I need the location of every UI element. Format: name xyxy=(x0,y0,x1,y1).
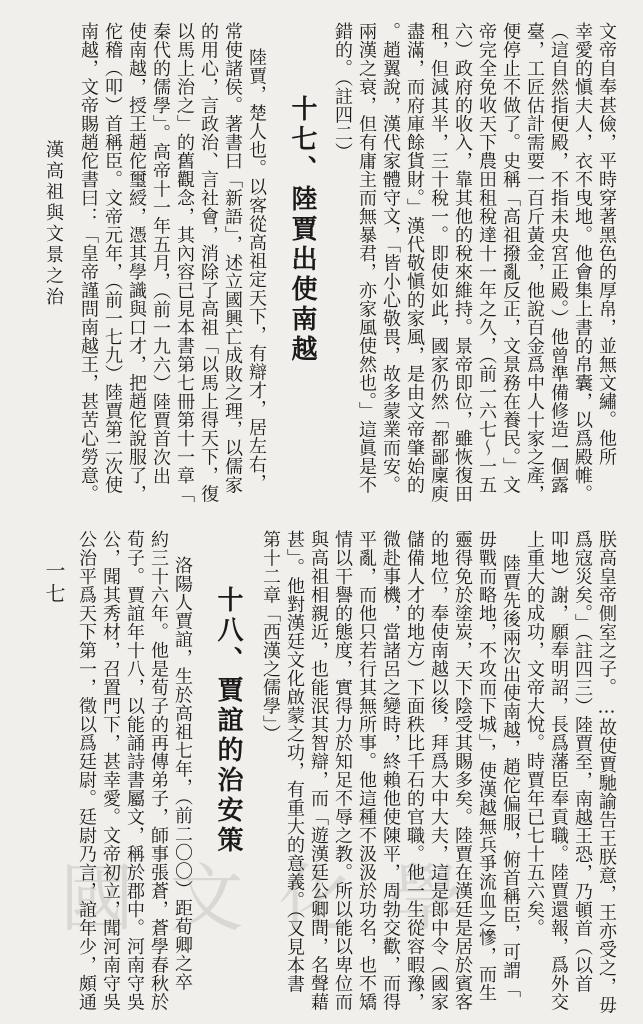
text-line: 租，但減其半，三十稅一。即使如此，國家仍然「都鄙廩庾 xyxy=(428,22,449,503)
text-line: 約三十六年。他是荀子的再傳弟子，師事張蒼，蒼學春秋於 xyxy=(148,530,169,1011)
text-line: 佗稽（叩）首稱臣。文帝元年，（前一七九）陸賈第二次使 xyxy=(102,22,123,494)
text-line: 盡滿，而府庫餘貨財。」漢代敬愼的家風，是由文帝肇始的 xyxy=(404,22,425,494)
section-heading: 十七、陸賈出使南越 xyxy=(287,95,317,365)
text-line: 南越，文帝賜趙佗書曰：「皇帝謹問南越王，甚苦心勞意。 xyxy=(78,22,99,503)
text-line: 便停止不做了。史稱「高祖撥亂反正，文景務在養民。」文 xyxy=(500,22,521,494)
text-line: 錯的。（註四二） xyxy=(332,22,353,161)
text-line: 第十二章「西漢之儒學」） xyxy=(260,530,281,743)
section-heading: 十八、賈誼的治安策 xyxy=(213,586,243,856)
text-line: （這自然指便殿，不指未央宮正殿。）他曾準備修造一個露 xyxy=(548,22,569,494)
text-line: 六）政府的收入，靠其他的稅來維持。景帝即位，雖恢復田 xyxy=(452,22,473,503)
text-line: 秦代的儒學」。高帝十一年五月，（前一九六）陸賈首次出 xyxy=(150,22,171,485)
text-line: 微赴事機，當諸呂之變時，終賴他使陳平，周勃交歡，而得 xyxy=(380,530,401,1011)
text-line: 的地位，奉使南越以後，拜爲大中大夫，這是郎中令（國家 xyxy=(428,530,449,1011)
text-line: 毋戰而略地，不攻而下城」，使漢越無兵爭流血之慘，而生 xyxy=(476,530,497,1002)
watermark: 國 文 化 學 xyxy=(60,856,469,942)
text-line: 平亂，而他只若行其無所事。他這種不汲汲於功名，也不矯 xyxy=(356,530,377,1011)
text-line: 幸愛的愼夫人，衣不曳地。他會集上書的帛囊，以爲殿帷。 xyxy=(572,22,593,503)
text-line: 的用心，言政治、言社會，消除了高祖「以馬上得天下，復 xyxy=(198,22,219,503)
text-line: 情以干譽的態度，實得力於知足不辱之教。所以能以卑位而 xyxy=(332,530,353,1011)
text-line: 爲寇災矣。」（註四三）陸賈至，南越王恐，乃頓首（以首 xyxy=(572,530,593,993)
text-line: 甚」。他對漢廷文化啟蒙之功，有重大的意義。（又見本書 xyxy=(284,530,305,993)
text-line: 。趙翼說，漢代家體守文，「皆小心敬畏，故多蒙業而安。 xyxy=(380,22,401,494)
text-line: 帝完全免收天下農田租稅達十一年之久，（前一六七～一五 xyxy=(476,22,497,494)
text-line: 荀子。賈誼年十八，以能誦詩書屬文，稱於郡中。河南守吳 xyxy=(124,530,145,1011)
text-line: 以馬上治之」的舊觀念，其內容已見本書第七冊第十一章「 xyxy=(174,22,195,503)
text-line: 常使諸侯。著書曰「新語」，述立國興亡成敗之理，以儒家 xyxy=(222,22,243,494)
text-line: 陸賈，楚人也。以客從高祖定天下，有辯才，居左右， xyxy=(246,48,267,492)
text-line: 公治平爲天下第一，徵以爲廷尉。廷尉乃言，誼年少，頗通 xyxy=(76,530,97,1011)
text-line: 上重大的成功，文帝大悅。時賈年已七十五六矣。 xyxy=(524,530,545,937)
text-line: 與高祖相親近，也能泯其智辯，而「遊漢廷公卿間，名聲藉 xyxy=(308,530,329,1011)
text-line: 文帝自奉甚儉，平時穿著黑色的厚帛，並無文繡。他所 xyxy=(596,22,617,466)
page-number: 一七 xyxy=(42,560,66,606)
text-line: 洛陽人賈誼，生於高祖七年，（前二〇〇）距荀卿之卒 xyxy=(172,556,193,991)
running-head: 漢高祖與文景之治 xyxy=(43,140,64,308)
text-line: 朕高皇帝側室之子。…故使賈馳諭告王朕意，王亦受之，毋 xyxy=(596,530,617,1014)
text-line: 儲備人才的地方）下面秩比千石的官職。他一生從容暇豫， xyxy=(404,530,425,1011)
text-line: 靈得免於塗炭，天下陰受其賜多矣。陸賈在漢廷是居於賓客 xyxy=(452,530,473,1011)
text-line: 公，聞其秀材，召置門下，甚幸愛。文帝初立，聞河南守吳 xyxy=(100,530,121,1011)
text-line: 臺，工匠估計需要一百斤黃金，他說百金爲中人十家之產， xyxy=(524,22,545,503)
text-line: 使南越，授王趙佗璽綬，憑其學識與口才，把趙佗說服了， xyxy=(126,22,147,503)
text-line: 陸賈先後兩次出使南越，趙佗偏服，俯首稱臣，可謂「 xyxy=(500,554,521,998)
text-line: 兩漢之衰，但有庸主而無暴君，亦家風使然也。」這眞是不 xyxy=(356,22,377,494)
text-line: 叩地）謝，願奉明詔，長爲藩臣奉貢職。陸賈還報，爲外交 xyxy=(548,530,569,1011)
